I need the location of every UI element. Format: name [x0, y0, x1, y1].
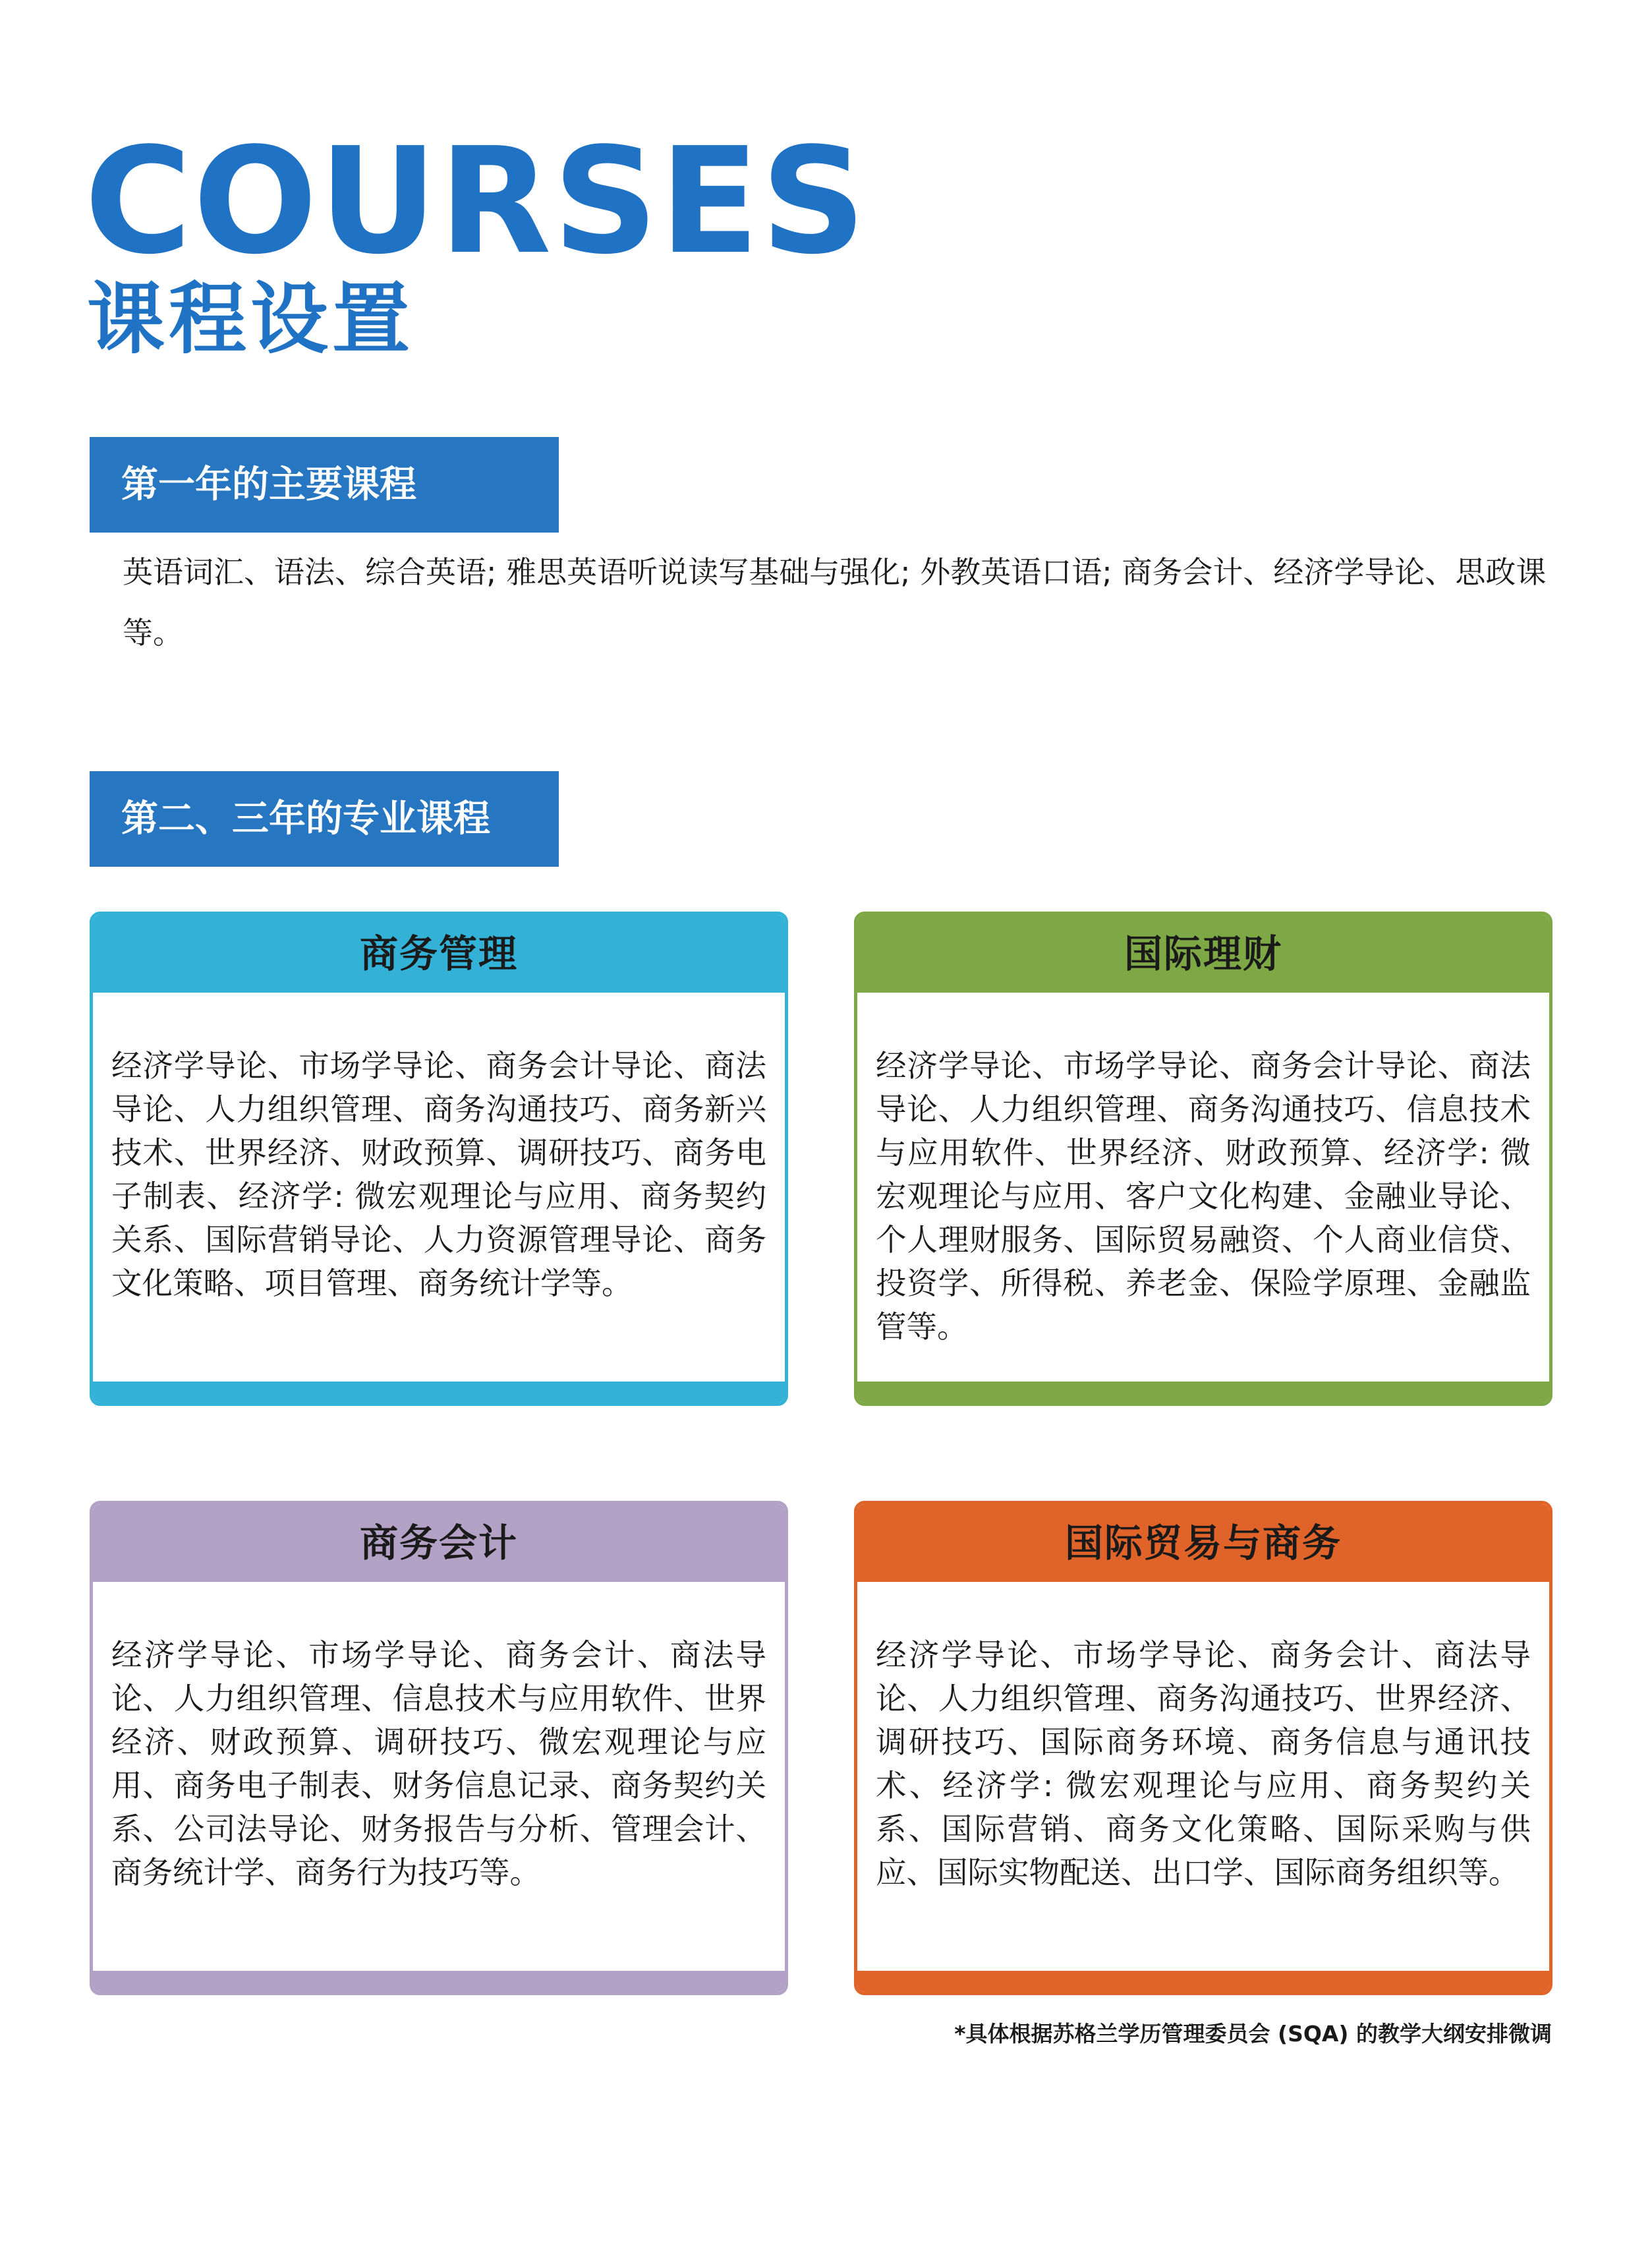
- section-heading-year1: 第一年的主要课程: [90, 437, 559, 533]
- card-footer-strip: [93, 1382, 785, 1403]
- card-course-list: 经济学导论、市场学导论、商务会计导论、商法导论、人力组织管理、商务沟通技巧、商务新兴技术、世界经济、财政预算、调研技巧、商务电子制表、经济学: 微宏观理论与应用、商务契约关系、国际营销导论、人力资源管理导论、商务文化策略、项目管理、商务统计学等。: [111, 1048, 766, 1301]
- card-course-list: 经济学导论、市场学导论、商务会计、商法导论、人力组织管理、信息技术与应用软件、世界经济、财政预算、调研技巧、微宏观理论与应用、商务电子制表、财务信息记录、商务契约关系、公司法导论、财务报告与分析、管理会计、商务统计学、商务行为技巧等。: [111, 1637, 766, 1890]
- card-title: 商务管理: [93, 915, 785, 993]
- card-title: 国际理财: [857, 915, 1549, 993]
- page-title-chinese: 课程设置: [87, 274, 414, 364]
- card-international-trade: [854, 1501, 1552, 1995]
- card-title: 国际贸易与商务: [857, 1504, 1549, 1582]
- footnote: *具体根据苏格兰学历管理委员会 (SQA) 的教学大纲安排微调: [954, 2021, 1552, 2047]
- card-footer-strip: [93, 1971, 785, 1992]
- page-title-english: COURSES: [84, 117, 868, 287]
- card-footer-strip: [857, 1971, 1549, 1992]
- card-business-management: [90, 912, 788, 1406]
- card-footer-strip: [857, 1382, 1549, 1403]
- year1-course-list: 英语词汇、语法、综合英语; 雅思英语听说读写基础与强化; 外教英语口语; 商务会计、经济学导论、思政课等。: [123, 554, 1547, 651]
- card-course-list: 经济学导论、市场学导论、商务会计导论、商法导论、人力组织管理、商务沟通技巧、信息技术与应用软件、世界经济、财政预算、经济学: 微宏观理论与应用、客户文化构建、金融业导论、个人理财服务、国际贸易融资、个人商业信贷、投资学、所得税、养老金、保险学原理、金融监管等。: [876, 1048, 1531, 1345]
- card-title: 商务会计: [93, 1504, 785, 1582]
- card-business-accounting: [90, 1501, 788, 1995]
- card-international-finance: [854, 912, 1552, 1406]
- section-heading-year23: 第二、三年的专业课程: [90, 771, 559, 867]
- card-course-list: 经济学导论、市场学导论、商务会计、商法导论、人力组织管理、商务沟通技巧、世界经济、调研技巧、国际商务环境、商务信息与通讯技术、经济学: 微宏观理论与应用、商务契约关系、国际营销、商务文化策略、国际采购与供应、国际实物配送、出口学、国际商务组织等。: [876, 1637, 1531, 1890]
